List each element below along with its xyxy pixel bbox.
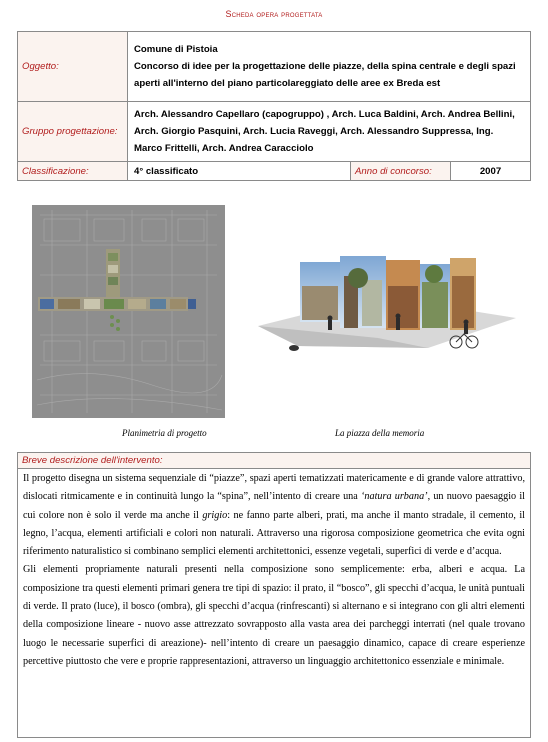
description-section: [17, 452, 531, 738]
gruppo-label: Gruppo progettazione:: [18, 102, 128, 162]
plan-caption: Planimetria di progetto: [122, 428, 207, 438]
project-info-table: [17, 31, 531, 181]
classificazione-label: Classificazione:: [18, 162, 128, 181]
oggetto-label: Oggetto:: [18, 32, 128, 102]
oggetto-value: [128, 32, 531, 102]
p1-emphasis-grigio: grigio: [202, 509, 228, 521]
page-title: Scheda opera progettata: [225, 9, 323, 19]
description-paragraph-2: Gli elementi propriamente naturali presenti nella composizione sono semplicemente: erba, alberi e acqua. La composizione tra questi elementi primari genera tre tipi di spazio: il prato, il “bosco”, gli specchi d’acqua, le unità puntuali di verde. Il prato (luce), il bosco (ombra), gli specchi d’acqua (rinfrescanti) si alternano e si integrano con gli altri elementi della composizione lineare - nuovo asse attrezzato sovrapposto alla vasta area dei parcheggi interrati (nel quale trovano luogo le necessarie superfici di areazione)- nell’intento di creare un paesaggio dinamico, capace di creare esperienze percettive piuttosto che vere e proprie rappresentazioni, attraverso un linguaggio architettonico essenziale e minimale.: [23, 564, 525, 667]
description-heading: Breve descrizione dell'intervento:: [18, 453, 530, 469]
p1-emphasis-natura-urbana: ‘natura urbana’: [360, 491, 428, 503]
p1-text-c: : ne fanno parte alberi, prati, ma anche il manto stradale, il cemento, il legno, l’acqua, elementi artificiali e colori non naturali. Attraverso una rigorosa composizione geometrica che evita ogni riferimento naturalistico si combinano semplici elementi architettonici, essenze vegetali, superfici di verde e d’acqua.: [23, 509, 525, 558]
oggetto-line-1: Comune di Pistoia: [134, 44, 218, 55]
classificazione-row: [18, 162, 531, 181]
gruppo-row: [18, 102, 531, 162]
classificazione-value: 4° classificato: [128, 162, 351, 181]
p1-text-b: , un nuovo paesaggio il cui colore non è solo il verde ma anche il: [23, 491, 525, 521]
gruppo-value: Arch. Alessandro Capellaro (capogruppo) , Arch. Luca Baldini, Arch. Andrea Bellini, Arch. Giorgio Pasquini, Arch. Lucia Raveggi, Arch. Alessandro Suppressa, Ing. Marco Frittelli, Arch. Andrea Caracciolo: [128, 102, 531, 162]
collage-caption: La piazza della memoria: [335, 428, 425, 438]
anno-value: 2007: [451, 162, 531, 181]
piazza-collage-image: [258, 256, 516, 356]
site-plan-image: [32, 205, 225, 418]
oggetto-row: [18, 32, 531, 102]
oggetto-line-2: Concorso di idee per la progettazione delle piazze, della spina centrale e degli spazi aperti all'interno del piano particolareggiato delle aree ex Breda est: [134, 61, 516, 89]
p1-text-a: Il progetto disegna un sistema sequenziale di “piazze”, spazi aperti tematizzati matericamente e di grande valore attrattivo, dislocati ritmicamente e in continuità lungo la “spina”, nell’intento di creare una: [23, 473, 525, 503]
description-body: [18, 469, 530, 672]
anno-label: Anno di concorso:: [351, 162, 451, 181]
description-paragraph-1: [23, 470, 525, 561]
